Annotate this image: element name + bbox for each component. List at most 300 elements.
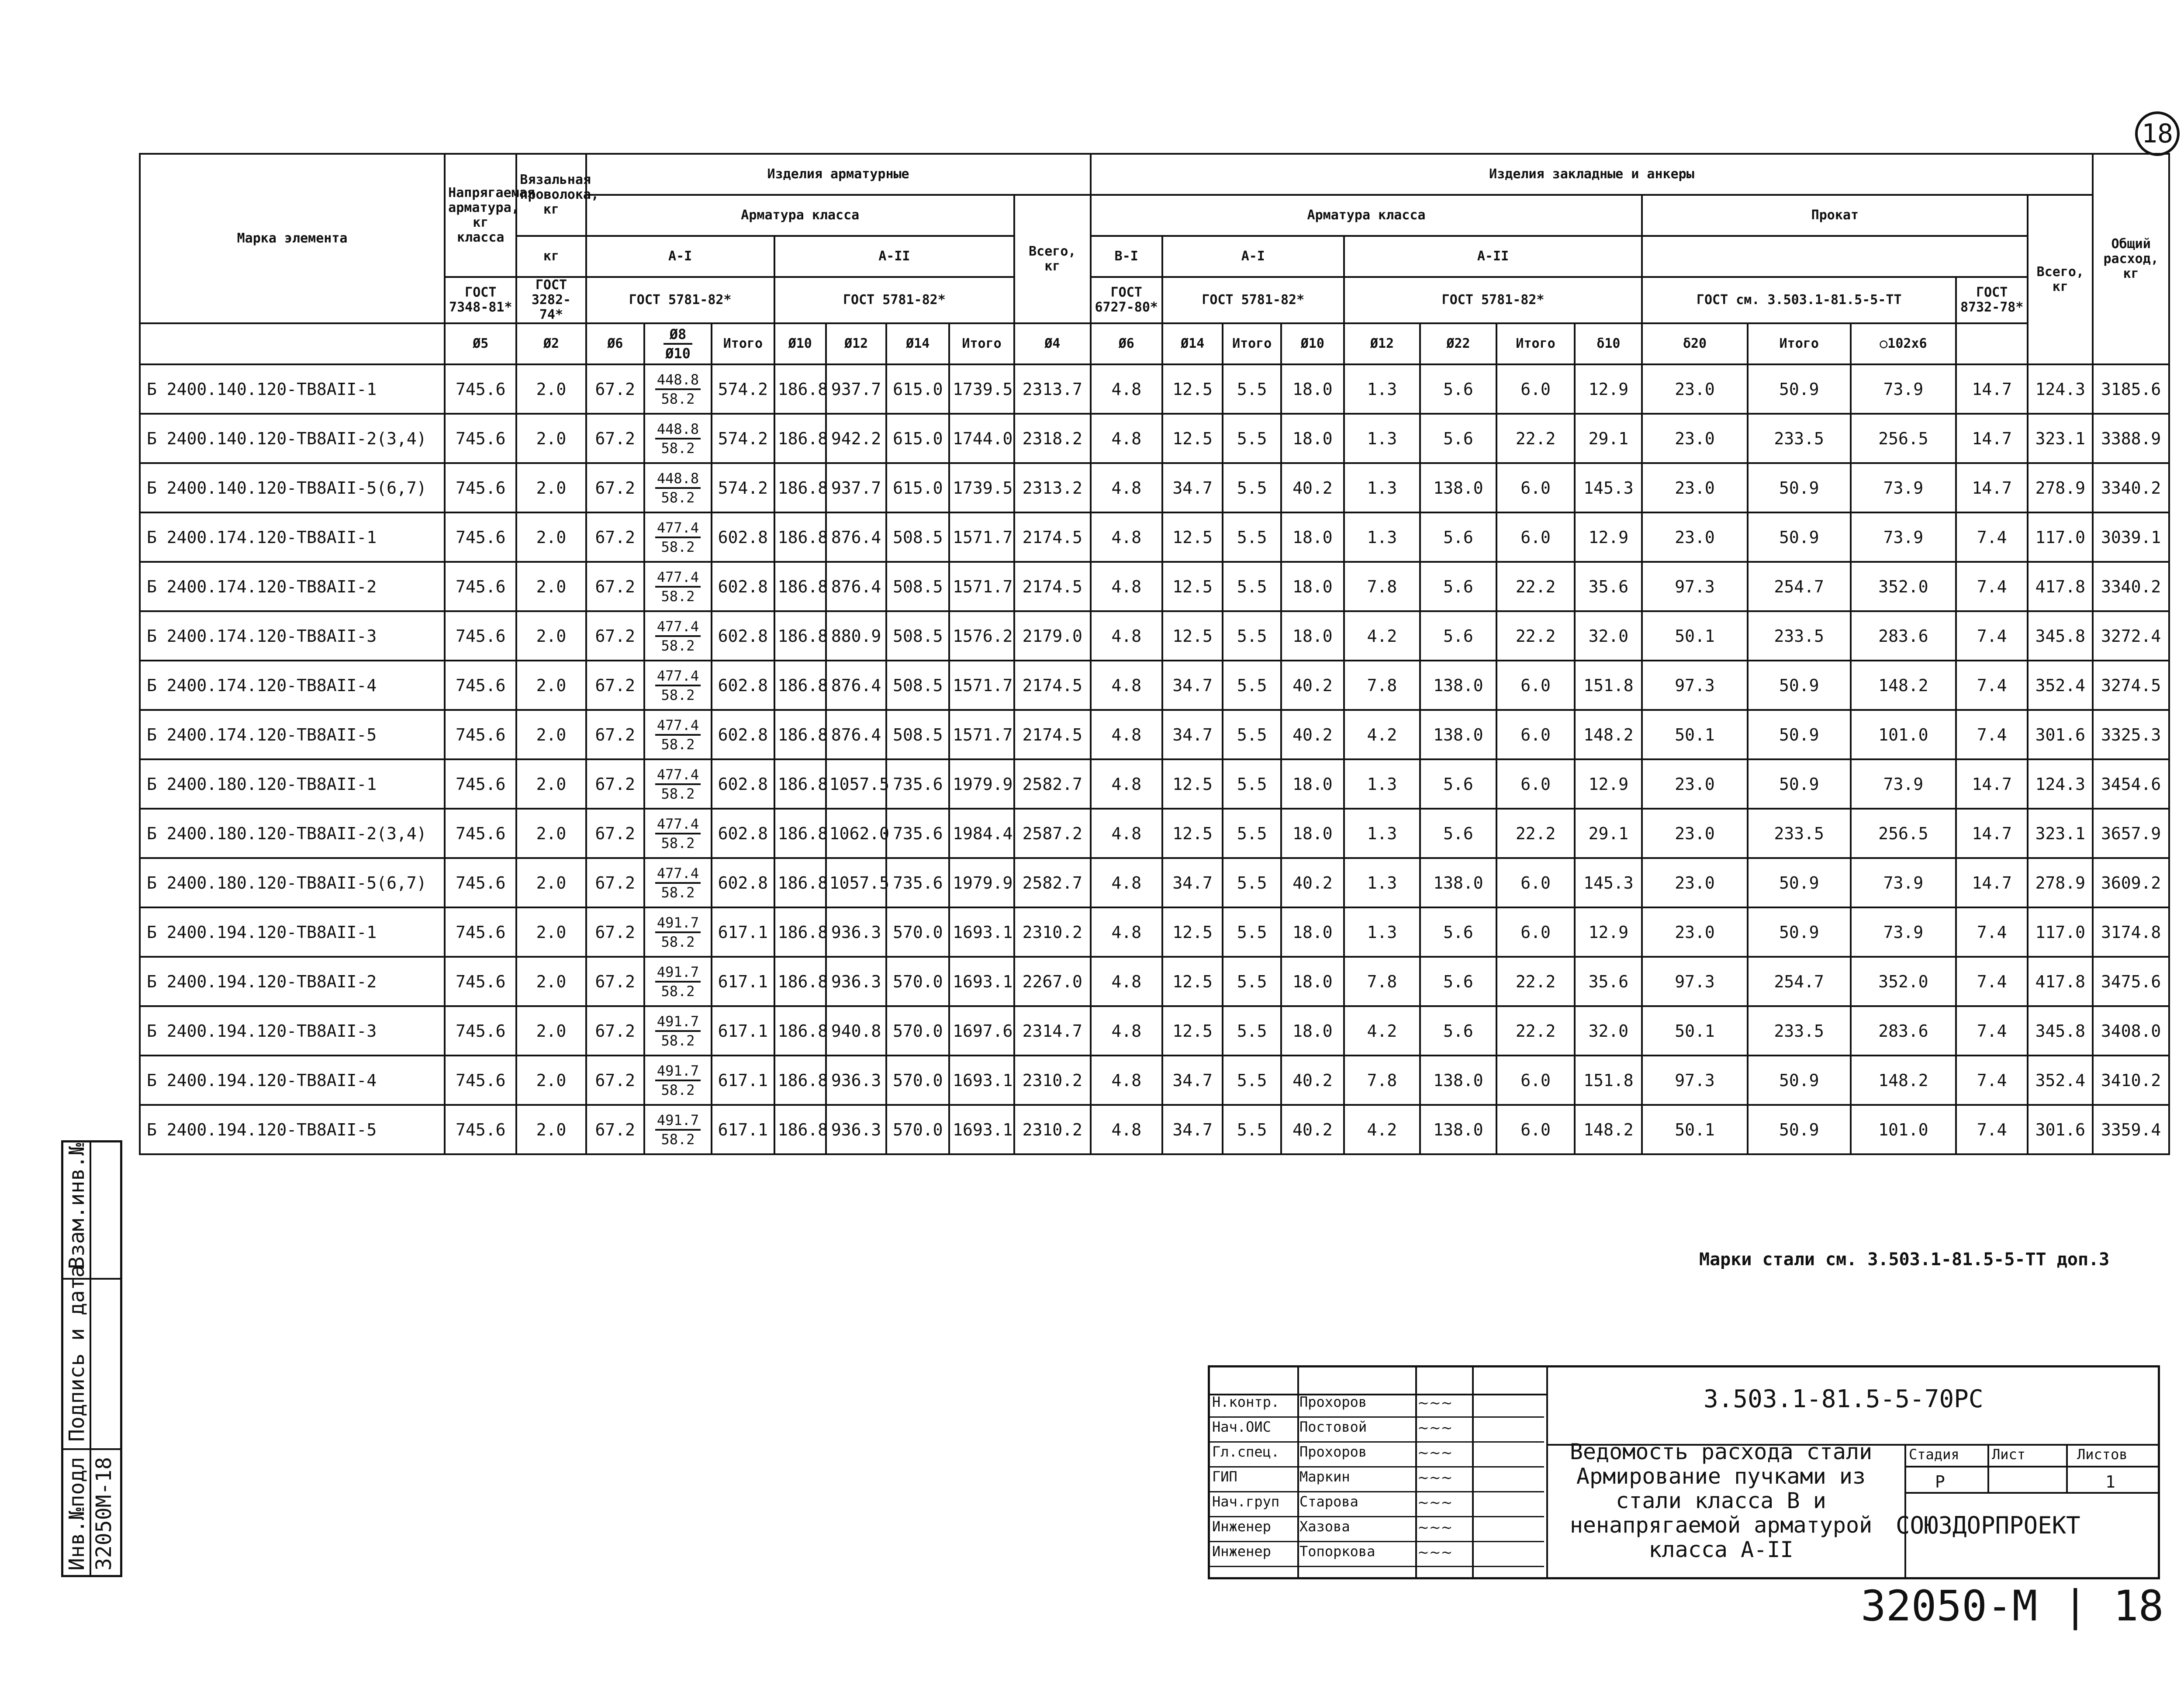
table-cell: 22.2 xyxy=(1496,414,1575,463)
table-cell: 3388.9 xyxy=(2093,414,2169,463)
table-cell: 745.6 xyxy=(445,809,516,858)
table-cell: 4.8 xyxy=(1091,710,1162,759)
table-cell: 50.1 xyxy=(1642,1105,1747,1154)
table-cell: 7.4 xyxy=(1956,907,2028,957)
table-cell: 35.6 xyxy=(1575,562,1642,611)
fraction-cell xyxy=(644,562,712,611)
table-cell: 2174.5 xyxy=(1014,512,1091,562)
table-cell: 6.0 xyxy=(1496,710,1575,759)
table-cell: 67.2 xyxy=(586,414,644,463)
fraction-bottom: 58.2 xyxy=(661,686,695,703)
signature-mark: ~~~ xyxy=(1417,1444,1453,1461)
table-cell: 117.0 xyxy=(2028,907,2093,957)
table-row xyxy=(140,562,2169,611)
table-cell: 5.6 xyxy=(1420,562,1496,611)
table-cell: 35.6 xyxy=(1575,957,1642,1006)
table-cell: 570.0 xyxy=(886,957,949,1006)
table-cell: 67.2 xyxy=(586,907,644,957)
table-cell: 745.6 xyxy=(445,463,516,512)
table-cell: 2310.2 xyxy=(1014,1105,1091,1154)
table-cell: 2582.7 xyxy=(1014,759,1091,809)
fraction-top: 477.4 xyxy=(655,815,701,834)
table-cell: 4.8 xyxy=(1091,562,1162,611)
table-cell: 602.8 xyxy=(712,611,774,661)
table-cell: 417.8 xyxy=(2028,957,2093,1006)
table-cell: 12.5 xyxy=(1162,611,1223,661)
table-cell: 138.0 xyxy=(1420,463,1496,512)
table-cell: 50.9 xyxy=(1748,1105,1851,1154)
itogo-5: Итого xyxy=(1748,323,1851,364)
table-cell: 5.6 xyxy=(1420,414,1496,463)
steel-note: Марки стали см. 3.503.1-81.5-5-ТТ доп.3 xyxy=(1699,1249,2110,1270)
table-cell: 352.4 xyxy=(2028,661,2093,710)
table-row xyxy=(140,1006,2169,1056)
table-cell: 1979.9 xyxy=(949,858,1014,907)
table-cell: 2.0 xyxy=(516,611,586,661)
col-napr: Напрягаемая арматура, кг класса xyxy=(445,154,516,277)
table-cell: 6.0 xyxy=(1496,1056,1575,1105)
table-cell: 345.8 xyxy=(2028,1006,2093,1056)
itogo-1: Итого xyxy=(712,323,774,364)
table-cell: 254.7 xyxy=(1748,562,1851,611)
table-cell: 138.0 xyxy=(1420,1056,1496,1105)
table-cell: 735.6 xyxy=(886,858,949,907)
table-cell: 570.0 xyxy=(886,1056,949,1105)
gost-5781-a: ГОСТ 5781-82* xyxy=(586,277,774,323)
table-cell: 7.8 xyxy=(1344,661,1420,710)
gost-3282: ГОСТ 3282-74* xyxy=(516,277,586,323)
table-cell: 5.5 xyxy=(1223,710,1281,759)
table-cell: 12.5 xyxy=(1162,414,1223,463)
table-row xyxy=(140,957,2169,1006)
table-cell: 5.5 xyxy=(1223,463,1281,512)
class-a1-b: А-I xyxy=(1162,236,1344,277)
table-cell: 50.1 xyxy=(1642,611,1747,661)
table-cell: 6.0 xyxy=(1496,463,1575,512)
table-cell: 876.4 xyxy=(826,512,887,562)
fraction-top: 477.4 xyxy=(655,667,701,686)
table-cell: 6.0 xyxy=(1496,858,1575,907)
table-cell: 67.2 xyxy=(586,661,644,710)
table-cell: 6.0 xyxy=(1496,512,1575,562)
table-cell: 508.5 xyxy=(886,562,949,611)
fraction-cell xyxy=(644,1006,712,1056)
table-cell: 233.5 xyxy=(1748,809,1851,858)
table-cell: 1.3 xyxy=(1344,414,1420,463)
fraction-cell xyxy=(644,957,712,1006)
element-mark: Б 2400.194.120-ТВ8АII-5 xyxy=(140,1105,445,1154)
table-cell: 617.1 xyxy=(712,907,774,957)
table-cell: 574.2 xyxy=(712,463,774,512)
table-cell: 3185.6 xyxy=(2093,364,2169,414)
table-cell: 937.7 xyxy=(826,364,887,414)
row-divider xyxy=(1208,1416,1544,1418)
stage-label: Стадия xyxy=(1909,1446,1959,1463)
table-cell: 40.2 xyxy=(1281,1056,1344,1105)
table-cell: 50.9 xyxy=(1748,512,1851,562)
table-cell: 12.5 xyxy=(1162,907,1223,957)
table-cell: 602.8 xyxy=(712,858,774,907)
class-b1: B-I xyxy=(1091,236,1162,277)
table-cell: 23.0 xyxy=(1642,364,1747,414)
table-cell: 50.1 xyxy=(1642,710,1747,759)
table-cell: 745.6 xyxy=(445,710,516,759)
dia-8: Ø8 xyxy=(663,325,692,345)
role-label: Нач.ОИС xyxy=(1212,1419,1271,1435)
table-cell: 29.1 xyxy=(1575,809,1642,858)
table-cell: 2310.2 xyxy=(1014,1056,1091,1105)
table-cell: 1693.1 xyxy=(949,1105,1014,1154)
fraction-top: 491.7 xyxy=(655,963,701,983)
table-row xyxy=(140,710,2169,759)
table-cell: 4.8 xyxy=(1091,661,1162,710)
table-cell: 18.0 xyxy=(1281,1006,1344,1056)
table-row xyxy=(140,364,2169,414)
table-cell: 138.0 xyxy=(1420,710,1496,759)
dia-14: Ø14 xyxy=(886,323,949,364)
table-cell: 2314.7 xyxy=(1014,1006,1091,1056)
table-cell: 73.9 xyxy=(1851,907,1956,957)
table-cell: 2587.2 xyxy=(1014,809,1091,858)
table-cell: 1.3 xyxy=(1344,759,1420,809)
sheet-10: δ10 xyxy=(1575,323,1642,364)
role-label: Н.контр. xyxy=(1212,1394,1280,1410)
arm-klassa-2: Арматура класса xyxy=(1091,195,1642,236)
table-cell: 1984.4 xyxy=(949,809,1014,858)
table-cell: 5.5 xyxy=(1223,661,1281,710)
table-row xyxy=(140,512,2169,562)
table-cell: 18.0 xyxy=(1281,611,1344,661)
table-cell: 2.0 xyxy=(516,858,586,907)
table-cell: 4.2 xyxy=(1344,1105,1420,1154)
table-cell: 5.5 xyxy=(1223,512,1281,562)
table-cell: 2.0 xyxy=(516,661,586,710)
table-cell: 1.3 xyxy=(1344,858,1420,907)
dia-22: Ø22 xyxy=(1420,323,1496,364)
fraction-bottom: 58.2 xyxy=(661,588,695,605)
table-cell: 23.0 xyxy=(1642,907,1747,957)
table-cell: 5.6 xyxy=(1420,364,1496,414)
fraction-bottom: 58.2 xyxy=(661,1081,695,1098)
table-cell: 67.2 xyxy=(586,611,644,661)
table-cell: 352.0 xyxy=(1851,562,1956,611)
table-cell: 67.2 xyxy=(586,1006,644,1056)
table-cell: 7.8 xyxy=(1344,1056,1420,1105)
table-cell: 6.0 xyxy=(1496,759,1575,809)
table-cell: 5.5 xyxy=(1223,1105,1281,1154)
class-b: кг xyxy=(516,236,586,277)
table-cell: 3454.6 xyxy=(2093,759,2169,809)
table-cell: 5.5 xyxy=(1223,414,1281,463)
table-cell: 124.3 xyxy=(2028,759,2093,809)
table-cell: 3274.5 xyxy=(2093,661,2169,710)
table-cell: 50.9 xyxy=(1748,463,1851,512)
table-cell: 186.8 xyxy=(774,710,826,759)
person-name: Прохоров xyxy=(1299,1443,1367,1460)
table-cell: 942.2 xyxy=(826,414,887,463)
table-cell: 186.8 xyxy=(774,512,826,562)
sheets-label: Листов xyxy=(2077,1446,2128,1463)
table-cell: 186.8 xyxy=(774,809,826,858)
table-cell: 6.0 xyxy=(1496,907,1575,957)
table-cell: 148.2 xyxy=(1851,1056,1956,1105)
table-cell: 12.9 xyxy=(1575,907,1642,957)
table-cell: 876.4 xyxy=(826,710,887,759)
table-cell: 18.0 xyxy=(1281,759,1344,809)
table-cell: 2582.7 xyxy=(1014,858,1091,907)
fraction-top: 477.4 xyxy=(655,519,701,538)
stamp-podpis: Подпись и дата xyxy=(65,1265,89,1442)
table-cell: 3657.9 xyxy=(2093,809,2169,858)
table-cell: 745.6 xyxy=(445,1056,516,1105)
table-cell: 34.7 xyxy=(1162,858,1223,907)
signature-mark: ~~~ xyxy=(1417,1419,1453,1436)
table-cell: 2318.2 xyxy=(1014,414,1091,463)
fraction-top: 448.8 xyxy=(655,470,701,489)
table-cell: 148.2 xyxy=(1575,1105,1642,1154)
table-cell: 5.6 xyxy=(1420,809,1496,858)
table-cell: 186.8 xyxy=(774,759,826,809)
table-cell: 617.1 xyxy=(712,957,774,1006)
table-cell: 5.5 xyxy=(1223,858,1281,907)
table-header xyxy=(140,154,2169,364)
table-row xyxy=(140,907,2169,957)
table-cell: 23.0 xyxy=(1642,512,1747,562)
fraction-bottom: 58.2 xyxy=(661,637,695,654)
dia-6-b: Ø6 xyxy=(1091,323,1162,364)
table-cell: 34.7 xyxy=(1162,1105,1223,1154)
table-cell: 323.1 xyxy=(2028,414,2093,463)
table-row xyxy=(140,463,2169,512)
table-cell: 186.8 xyxy=(774,562,826,611)
table-cell: 50.9 xyxy=(1748,759,1851,809)
table-cell: 5.6 xyxy=(1420,907,1496,957)
table-cell: 34.7 xyxy=(1162,463,1223,512)
table-cell: 67.2 xyxy=(586,710,644,759)
vsego-2: Всего, кг xyxy=(2028,195,2093,364)
signature-mark: ~~~ xyxy=(1417,1544,1453,1561)
element-mark: Б 2400.140.120-ТВ8АII-5(6,7) xyxy=(140,463,445,512)
table-cell: 50.9 xyxy=(1748,710,1851,759)
class-a2-b: А-II xyxy=(1344,236,1642,277)
table-cell: 1.3 xyxy=(1344,809,1420,858)
table-cell: 40.2 xyxy=(1281,463,1344,512)
table-cell: 617.1 xyxy=(712,1105,774,1154)
table-cell: 256.5 xyxy=(1851,809,1956,858)
table-cell: 745.6 xyxy=(445,858,516,907)
table-cell: 73.9 xyxy=(1851,364,1956,414)
element-mark: Б 2400.194.120-ТВ8АII-1 xyxy=(140,907,445,957)
fraction-cell xyxy=(644,463,712,512)
table-cell: 745.6 xyxy=(445,562,516,611)
pipe: ○102х6 xyxy=(1851,323,1956,364)
person-name: Маркин xyxy=(1299,1468,1350,1485)
table-cell: 1.3 xyxy=(1344,463,1420,512)
table-cell: 570.0 xyxy=(886,1105,949,1154)
table-cell: 117.0 xyxy=(2028,512,2093,562)
table-cell: 5.5 xyxy=(1223,562,1281,611)
table-cell: 3325.3 xyxy=(2093,710,2169,759)
table-cell: 18.0 xyxy=(1281,809,1344,858)
table-cell: 12.5 xyxy=(1162,364,1223,414)
table-cell: 880.9 xyxy=(826,611,887,661)
element-mark: Б 2400.174.120-ТВ8АII-4 xyxy=(140,661,445,710)
table-cell: 1.3 xyxy=(1344,907,1420,957)
itogo-2: Итого xyxy=(949,323,1014,364)
table-cell: 186.8 xyxy=(774,1105,826,1154)
table-cell: 1693.1 xyxy=(949,957,1014,1006)
table-cell: 40.2 xyxy=(1281,858,1344,907)
stamp-inv-podl: Инв.№подл xyxy=(65,1457,89,1571)
document-code: 3.503.1-81.5-5-70РС xyxy=(1704,1385,1984,1413)
fraction-bottom: 58.2 xyxy=(661,1131,695,1148)
table-cell: 67.2 xyxy=(586,364,644,414)
table-cell: 3340.2 xyxy=(2093,463,2169,512)
table-cell: 615.0 xyxy=(886,414,949,463)
table-cell: 3272.4 xyxy=(2093,611,2169,661)
element-mark: Б 2400.180.120-ТВ8АII-5(6,7) xyxy=(140,858,445,907)
table-cell: 12.5 xyxy=(1162,1006,1223,1056)
table-cell: 138.0 xyxy=(1420,1105,1496,1154)
table-cell: 18.0 xyxy=(1281,364,1344,414)
table-cell: 4.8 xyxy=(1091,414,1162,463)
fraction-cell xyxy=(644,1056,712,1105)
table-cell: 4.8 xyxy=(1091,1105,1162,1154)
table-cell: 1.3 xyxy=(1344,512,1420,562)
table-cell: 2174.5 xyxy=(1014,661,1091,710)
table-row xyxy=(140,1056,2169,1105)
table-cell: 352.0 xyxy=(1851,957,1956,1006)
table-cell: 615.0 xyxy=(886,364,949,414)
table-cell: 34.7 xyxy=(1162,661,1223,710)
table-cell: 2179.0 xyxy=(1014,611,1091,661)
table-cell: 40.2 xyxy=(1281,1105,1344,1154)
table-cell: 23.0 xyxy=(1642,463,1747,512)
dia-2: Ø2 xyxy=(516,323,586,364)
table-cell: 151.8 xyxy=(1575,1056,1642,1105)
table-cell: 18.0 xyxy=(1281,512,1344,562)
prokat-blank xyxy=(1642,236,2028,277)
table-cell: 602.8 xyxy=(712,710,774,759)
table-cell: 2174.5 xyxy=(1014,710,1091,759)
table-cell: 417.8 xyxy=(2028,562,2093,611)
table-cell: 5.5 xyxy=(1223,1056,1281,1105)
table-cell: 745.6 xyxy=(445,661,516,710)
table-cell: 97.3 xyxy=(1642,562,1747,611)
table-row xyxy=(140,414,2169,463)
table-cell: 3340.2 xyxy=(2093,562,2169,611)
sheets-value: 1 xyxy=(2105,1472,2115,1492)
organization: СОЮЗДОРПРОЕКТ xyxy=(1896,1512,2080,1539)
table-cell: 6.0 xyxy=(1496,1105,1575,1154)
col-izd-arm: Изделия арматурные xyxy=(586,154,1091,195)
fraction-top: 491.7 xyxy=(655,914,701,933)
gost-7348: ГОСТ 7348-81* xyxy=(445,277,516,323)
table-cell: 937.7 xyxy=(826,463,887,512)
table-cell: 735.6 xyxy=(886,759,949,809)
table-cell: 745.6 xyxy=(445,364,516,414)
gost-5781-d: ГОСТ 5781-82* xyxy=(1344,277,1642,323)
table-cell: 1057.5 xyxy=(826,858,887,907)
element-mark: Б 2400.194.120-ТВ8АII-2 xyxy=(140,957,445,1006)
table-cell: 508.5 xyxy=(886,710,949,759)
table-cell: 352.4 xyxy=(2028,1056,2093,1105)
table-cell: 7.8 xyxy=(1344,957,1420,1006)
document-title: Ведомость расхода стали Армирование пучками из стали класса В и ненапрягаемой арматурой класса А-II xyxy=(1569,1439,1873,1562)
table-cell: 1571.7 xyxy=(949,562,1014,611)
table-cell: 73.9 xyxy=(1851,463,1956,512)
table-cell: 138.0 xyxy=(1420,858,1496,907)
table-cell: 67.2 xyxy=(586,562,644,611)
dia-14-b: Ø14 xyxy=(1162,323,1223,364)
table-cell: 7.4 xyxy=(1956,512,2028,562)
table-cell: 2.0 xyxy=(516,759,586,809)
table-row xyxy=(140,759,2169,809)
table-cell: 1693.1 xyxy=(949,1056,1014,1105)
table-cell: 67.2 xyxy=(586,957,644,1006)
table-cell: 5.6 xyxy=(1420,759,1496,809)
fraction-top: 448.8 xyxy=(655,420,701,440)
table-cell: 151.8 xyxy=(1575,661,1642,710)
table-row xyxy=(140,611,2169,661)
table-cell: 67.2 xyxy=(586,512,644,562)
table-cell: 4.8 xyxy=(1091,611,1162,661)
table-cell: 2.0 xyxy=(516,1105,586,1154)
table-cell: 12.5 xyxy=(1162,957,1223,1006)
table-cell: 602.8 xyxy=(712,562,774,611)
fraction-bottom: 58.2 xyxy=(661,390,695,407)
fraction-top: 491.7 xyxy=(655,1013,701,1032)
table-cell: 283.6 xyxy=(1851,1006,1956,1056)
table-cell: 186.8 xyxy=(774,907,826,957)
table-cell: 7.4 xyxy=(1956,562,2028,611)
table-cell: 940.8 xyxy=(826,1006,887,1056)
table-cell: 186.8 xyxy=(774,463,826,512)
table-cell: 1571.7 xyxy=(949,710,1014,759)
col-marka: Марка элемента xyxy=(140,154,445,323)
fraction-bottom: 58.2 xyxy=(661,785,695,802)
sheet-20: δ20 xyxy=(1642,323,1747,364)
table-cell: 23.0 xyxy=(1642,759,1747,809)
table-cell: 5.6 xyxy=(1420,512,1496,562)
table-cell: 2.0 xyxy=(516,562,586,611)
table-cell: 148.2 xyxy=(1575,710,1642,759)
fraction-cell xyxy=(644,759,712,809)
table-cell: 5.5 xyxy=(1223,759,1281,809)
table-cell: 73.9 xyxy=(1851,512,1956,562)
signature-mark: ~~~ xyxy=(1417,1469,1453,1486)
table-cell: 3475.6 xyxy=(2093,957,2169,1006)
table-cell: 936.3 xyxy=(826,957,887,1006)
table-cell: 2313.2 xyxy=(1014,463,1091,512)
table-cell: 22.2 xyxy=(1496,957,1575,1006)
table-cell: 2313.7 xyxy=(1014,364,1091,414)
table-body xyxy=(140,364,2169,1154)
table-cell: 101.0 xyxy=(1851,1105,1956,1154)
table-cell: 602.8 xyxy=(712,809,774,858)
row-divider xyxy=(1208,1466,1544,1467)
stamp-vzam: Взам.инв.№ xyxy=(65,1143,89,1269)
table-cell: 186.8 xyxy=(774,611,826,661)
table-cell: 936.3 xyxy=(826,1056,887,1105)
table-cell: 50.9 xyxy=(1748,661,1851,710)
table-cell: 256.5 xyxy=(1851,414,1956,463)
table-cell: 4.8 xyxy=(1091,463,1162,512)
row-divider xyxy=(1208,1566,1544,1567)
col-izd-zakl: Изделия закладные и анкеры xyxy=(1091,154,2093,195)
table-cell: 1739.5 xyxy=(949,364,1014,414)
signature-mark: ~~~ xyxy=(1417,1494,1453,1511)
